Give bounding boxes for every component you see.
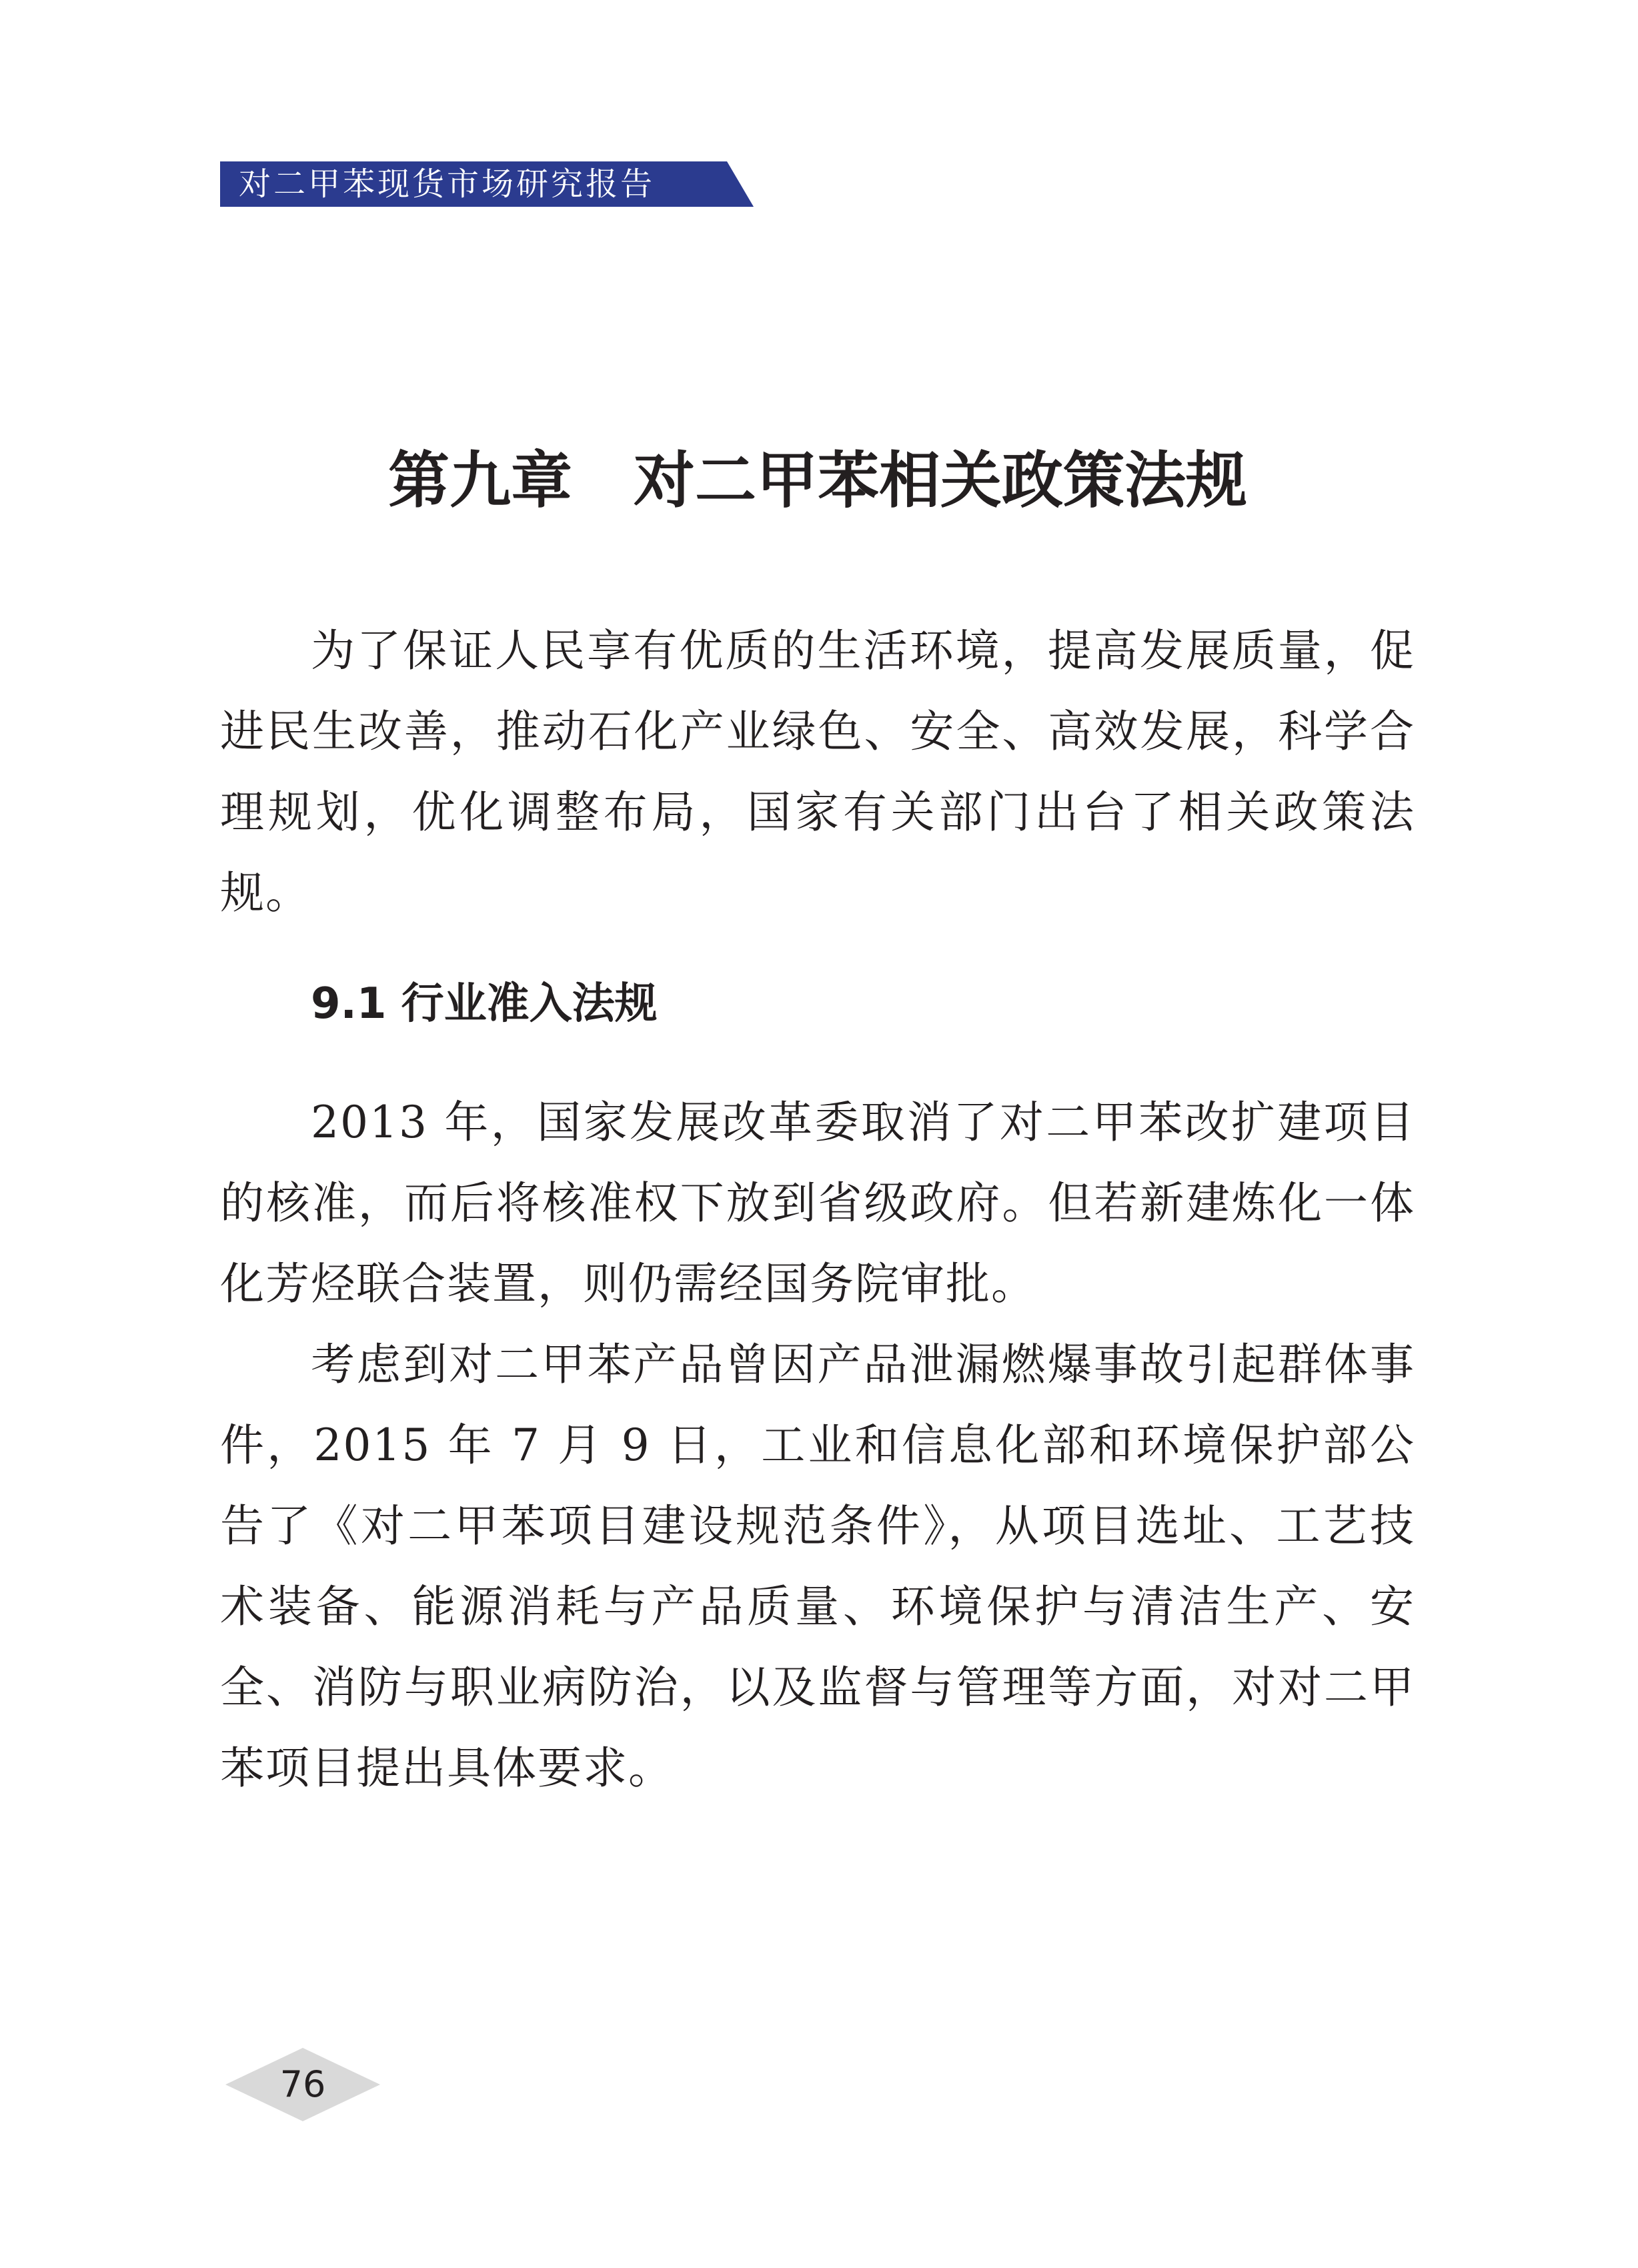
section-heading: 9.1 行业准入法规 (311, 979, 658, 1029)
intro-paragraph: 为了保证人民享有优质的生活环境，提高发展质量，促进民生改善，推动石化产业绿色、安全、高效发展，科学合理规划，优化调整布局，国家有关部门出台了相关政策法规。 (220, 625, 1415, 919)
running-title: 对二甲苯现货市场研究报告 (239, 165, 656, 203)
page-number (225, 2048, 380, 2121)
chapter-title: 第九章 对二甲苯相关政策法规 (387, 444, 1247, 516)
running-header (220, 161, 754, 207)
body-paragraph-1: 2013 年，国家发展改革委取消了对二甲苯改扩建项目的核准，而后将核准权下放到省级政府。但若新建炼化一体化芳烃联合装置，则仍需经国务院审批。 (220, 1097, 1415, 1309)
body-paragraph-2: 考虑到对二甲苯产品曾因产品泄漏燃爆事故引起群体事件，2015 年 7 月 9 日，工业和信息化部和环境保护部公告了《对二甲苯项目建设规范条件》，从项目选址、工艺技术装备、能源消耗与产品质量、环境保护与清洁生产、安全、消防与职业病防治，以及监督与管理等方面，对对二甲苯项目提出具体要求。 (220, 1339, 1415, 1794)
page-number-text: 76 (279, 2063, 326, 2105)
